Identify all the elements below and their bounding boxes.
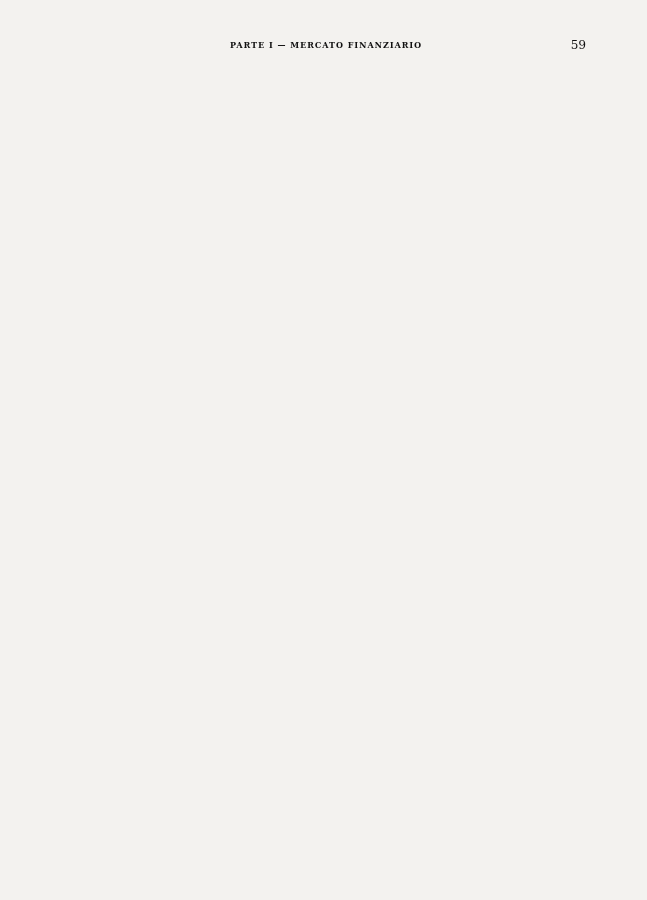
page-number: 59 bbox=[570, 38, 586, 52]
running-title: PARTE I — MERCATO FINANZIARIO bbox=[230, 40, 423, 50]
rotated-page-content bbox=[640, 0, 647, 330]
page-header bbox=[70, 40, 590, 56]
